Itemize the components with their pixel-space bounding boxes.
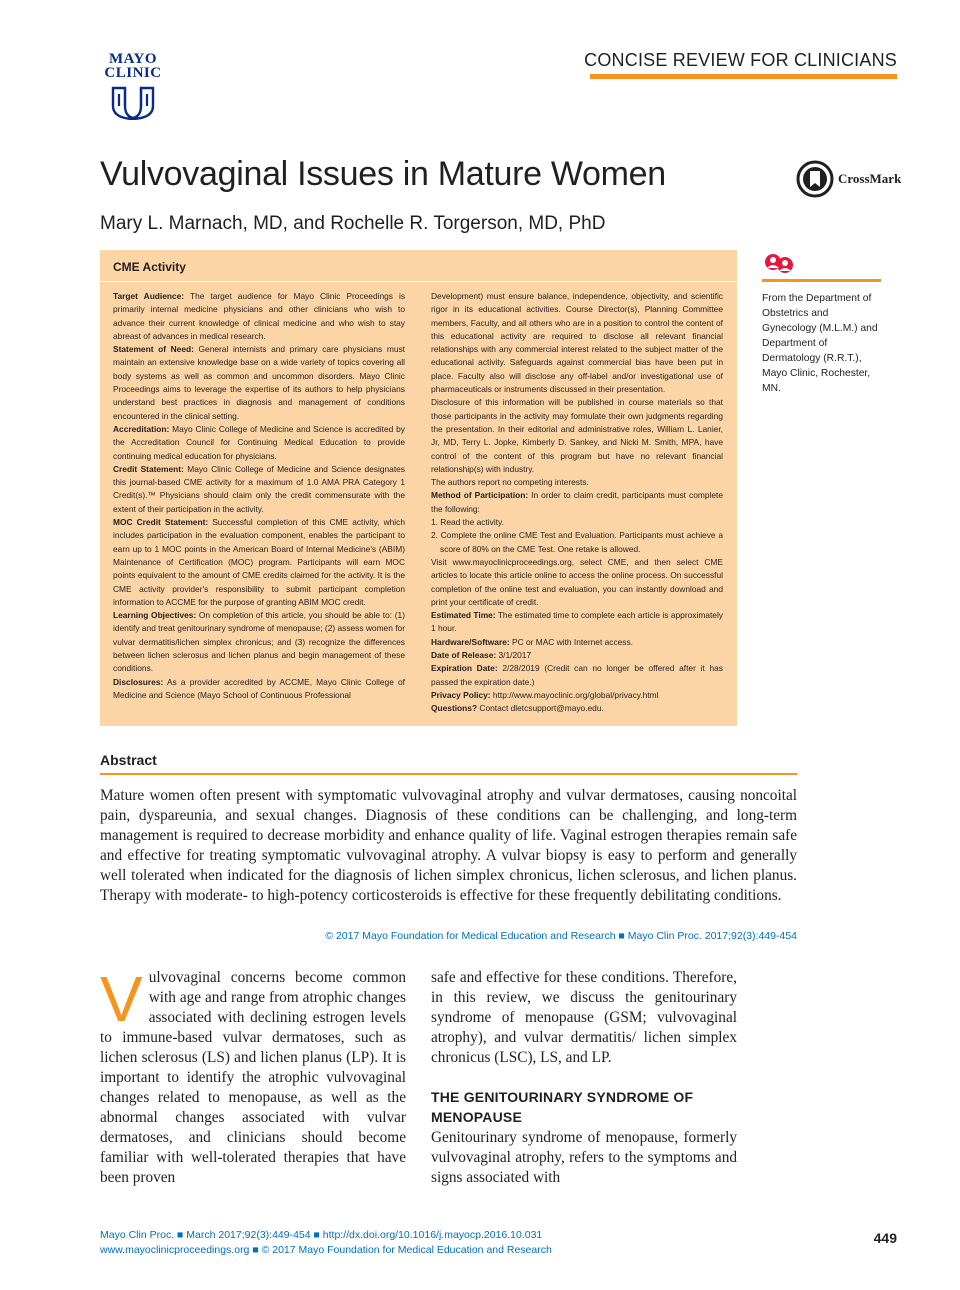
body-column-right [431, 968, 737, 1068]
affiliation-text: From the Department of Obstetrics and Gynecology (M.L.M.) and Department of Dermatology (R.R.T.), Mayo Clinic, Rochester, MN. [762, 293, 878, 394]
affiliation-icon [762, 252, 796, 279]
logo-line1: MAYO [108, 51, 158, 67]
page-number: 449 [873, 1230, 897, 1246]
section-rule [590, 74, 897, 79]
cme-item: Statement of Need: General internists and primary care physicians must maintain an extensive knowledge base on a wide variety of topics covering all body systems as well as common and uncommon disorders. Mayo Clinic Proceedings aims to leverage the expertise of its authors to help physicians understand best practices in diagnosis and management of conditions encountered in the clinical setting. [113, 344, 405, 421]
body-paragraph: ulvovaginal concerns become common with age and range from atrophic changes associated with declining estrogen levels to immune-based vulvar dermatoses, such as lichen sclerosus (LS) and lichen planus (LP). It is important to identify the atrophic vulvovaginal changes related to menopause, as well as the abnormal changes associated with vulvar dermatoses, and clinicians should become familiar with well-tolerated therapies that have been proven [100, 969, 406, 1186]
cme-paragraph: Visit www.mayoclinicproceedings.org, select CME, and then select CME articles to locate this article online to access the online process. On successful completion of the online test and evaluation, you can instantly download and print your certificate of credit. [431, 556, 723, 607]
drop-cap: V [100, 963, 143, 1035]
body-column-left [100, 963, 406, 1188]
cme-item: Accreditation: Mayo Clinic College of Medicine and Science is accredited by the Accreditation Council for Continuing Medical Education to provide continuing medical education for physicians. [113, 423, 405, 461]
footer-citation[interactable]: Mayo Clin Proc. ■ March 2017;92(3):449-454 ■ http://dx.doi.org/10.1016/j.mayocp.2016.10.031 [100, 1229, 543, 1241]
cme-rule [100, 281, 737, 282]
shield-icon [109, 84, 157, 120]
contact-email-link[interactable]: Contact dletcsupport@mayo.edu. [477, 703, 604, 714]
cme-item: Questions? Contact dletcsupport@mayo.edu. [431, 703, 604, 714]
authors: Mary L. Marnach, MD, and Rochelle R. Torgerson, MD, PhD [100, 213, 606, 234]
cme-item: Disclosures: As a provider accredited by ACCME, Mayo Clinic College of Medicine and Science (Mayo School of Continuous Professional [113, 676, 405, 700]
cme-paragraph: Disclosure of this information will be published in course materials so that those participants in the activity may formulate their own judgments regarding the presentation. In their editorial and administrative roles, William L. Lanier, Jr, MD, Terry L. Jopke, Kimberly D. Sankey, and Nicki M. Smith, MPA, have control of the content of this program but have no relevant financial relationship(s) with industry. [431, 397, 723, 474]
abstract-rule [100, 773, 797, 775]
cme-item: Privacy Policy: http://www.mayoclinic.org/global/privacy.html [431, 689, 659, 700]
footer-website[interactable]: www.mayoclinicproceedings.org ■ © 2017 Mayo Foundation for Medical Education and Research [100, 1244, 552, 1256]
logo-line2: CLINIC [104, 65, 162, 81]
mayo-clinic-logo [98, 52, 168, 120]
cme-activity-box [100, 250, 737, 726]
crossmark-label: CrossMark [838, 171, 902, 186]
crossmark-icon [796, 160, 834, 198]
cme-column-left [113, 290, 405, 702]
cme-heading: CME Activity [113, 260, 186, 274]
cme-item: Expiration Date: 2/28/2019 (Credit can no longer be offered after it has passed the expiration date.) [431, 663, 723, 687]
cme-item: Credit Statement: Mayo Clinic College of Medicine and Science designates this journal-based CME activity for a maximum of 1.0 AMA PRA Category 1 Credit(s).™ Physicians should claim only the credit commensurate with the extent of their participation in the activity. [113, 463, 405, 514]
abstract-citation[interactable]: © 2017 Mayo Foundation for Medical Education and Research ■ Mayo Clin Proc. 2017;92(3):449-454 [325, 930, 797, 942]
cme-column-right [431, 290, 723, 716]
cme-item: Target Audience: The target audience for Mayo Clinic Proceedings is primarily internal medicine physicians and other clinicians who wish to advance their current knowledge of clinical medicine and who wish to stay abreast of advances in medical research. [113, 291, 406, 341]
cme-step: 1. Read the activity. [431, 517, 504, 528]
privacy-link[interactable]: http://www.mayoclinic.org/global/privacy.html [490, 689, 659, 700]
cme-paragraph: Development) must ensure balance, independence, objectivity, and scientific rigor in its educational activities. Course Director(s), Planning Committee members, Faculty, and all others who are in a position to control the content of this educational activity are required to disclose all relevant financial relationships with any commercial interest related to the subject matter of the educational activity. Safeguards against commercial bias have been put in place. Faculty also will disclose any off-label and/or investigational use of pharmaceuticals or instruments discussed in their presentation. [431, 291, 723, 395]
cme-item: Hardware/Software: PC or MAC with Internet access. [431, 636, 633, 647]
abstract-heading: Abstract [100, 752, 157, 768]
cme-header [100, 250, 737, 282]
section-paragraph: Genitourinary syndrome of menopause, formerly vulvovaginal atrophy, refers to the symptoms and signs associated with [431, 1129, 737, 1186]
cme-item: Estimated Time: The estimated time to complete each article is approximately 1 hour. [431, 610, 723, 634]
cme-paragraph: The authors report no competing interests. [431, 477, 589, 488]
cme-item: Method of Participation: In order to claim credit, participants must complete the following: [431, 490, 723, 514]
cme-item: MOC Credit Statement: Successful completion of this CME activity, which includes participation in the evaluation component, enables the participant to earn up to 1 MOC points in the American Board of Internal Medicine's (ABIM) Maintenance of Certification (MOC) program. Participants will earn MOC points equivalent to the amount of CME credits claimed for the activity. It is the CME activity provider's responsibility to submit participant completion information to ACCME for the purpose of granting ABIM MOC credit. [113, 517, 405, 607]
crossmark-badge[interactable] [796, 160, 901, 198]
section-heading: THE GENITOURINARY SYNDROME OF MENOPAUSE [431, 1089, 694, 1125]
affiliation-rule [762, 279, 881, 282]
article-title: Vulvovaginal Issues in Mature Women [100, 155, 666, 193]
cme-item: Learning Objectives: On completion of this article, you should be able to: (1) identify and treat genitourinary syndrome of menopause; (2) assess women for vulvar dermatitis/lichen simplex chronicus; and (3) recognize the differences between lichen sclerosus and lichen planus and begin management of these conditions. [113, 610, 405, 674]
section-label: CONCISE REVIEW FOR CLINICIANS [584, 50, 897, 70]
body-paragraph: safe and effective for these conditions. Therefore, in this review, we discuss the genitourinary syndrome of menopause (GSM; vulvovaginal atrophy), and vulvar dermatitis/ lichen simplex chronicus (LSC), LS, and LP. [431, 969, 737, 1066]
cme-item: Date of Release: 3/1/2017 [431, 650, 532, 661]
cme-step: 2. Complete the online CME Test and Evaluation. Participants must achieve a score of 80% on the CME Test. One retake is allowed. [431, 530, 723, 554]
abstract-text: Mature women often present with symptomatic vulvovaginal atrophy and vulvar dermatoses, causing noncoital pain, dyspareunia, and sexual changes. Diagnosis of these conditions can be challenging, and long-term management is required to decrease morbidity and enhance quality of life. Vaginal estrogen therapies remain safe and effective for treating symptomatic vulvovaginal atrophy. A vulvar biopsy is easy to perform and generally well tolerated when indicated for the diagnosis of lichen simplex chronicus, lichen sclerosus, and lichen planus. Therapy with moderate- to high-potency corticosteroids is effective for these frequently debilitating conditions. [100, 787, 797, 904]
